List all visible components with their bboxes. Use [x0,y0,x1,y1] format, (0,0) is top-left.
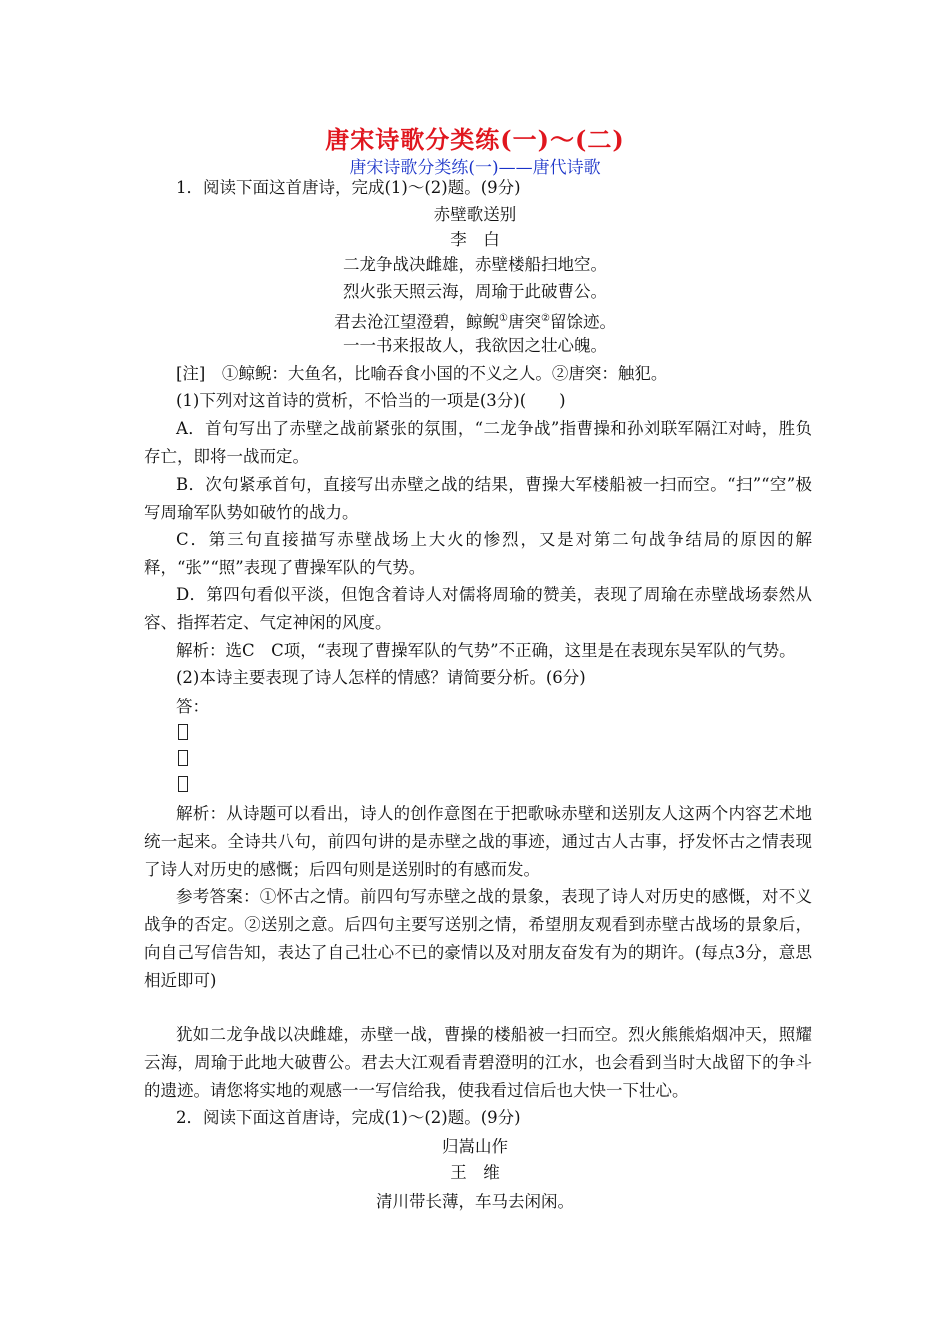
poem-1-line-1: 二龙争战决雌雄，赤壁楼船扫地空。 [343,255,607,274]
analysis-1: 解析：选C C项，“表现了曹操军队的气势”不正确，这里是在表现东吴军队的气势。 [176,641,796,660]
footnote-mark-2: ② [541,313,550,324]
answer-label: 答： [176,697,209,716]
option-a: A．首句写出了赤壁之战前紧张的氛围，“二龙争战”指曹操和孙刘联军隔江对峙，胜负存亡，即将一战而定。 [144,419,812,466]
sub-question-2: (2)本诗主要表现了诗人怎样的情感？请简要分析。(6分) [176,668,586,687]
poem-1-author: 李 白 [450,230,500,249]
poem-1-title: 赤壁歌送别 [433,205,517,224]
question-2-prompt: 2．阅读下面这首唐诗，完成(1)～(2)题。(9分) [176,1108,521,1127]
footnote-mark-1: ① [499,313,508,324]
answer-blank-box [178,750,188,766]
answer-blank-box [178,776,188,792]
poem-1-line-2: 烈火张天照云海，周瑜于此破曹公。 [343,282,607,301]
option-b: B．次句紧承首句，直接写出赤壁之战的结果，曹操大军楼船被一扫而空。“扫”“空”极写周瑜军队势如破竹的战力。 [144,475,812,522]
poem-1-line-3-part-c: 留馀迹。 [549,312,616,332]
poem-1-line-4: 一一书来报故人，我欲因之壮心魄。 [343,336,607,355]
analysis-2: 解析：从诗题可以看出，诗人的创作意图在于把歌咏赤壁和送别友人这两个内容艺术地统一起来。全诗共八句，前四句讲的是赤壁之战的事迹，通过古人古事，抒发怀古之情表现了诗人对历史的感慨；后四句则是送别时的有感而发。 [144,804,812,879]
option-d: D．第四句看似平淡，但饱含着诗人对儒将周瑜的赞美，表现了周瑜在赤壁战场泰然从容、指挥若定、气定神闲的风度。 [144,585,812,632]
question-1-prompt: 1．阅读下面这首唐诗，完成(1)～(2)题。(9分) [176,178,521,197]
poem-1-line-3-part-a: 君去沧江望澄碧，鲸鲵 [334,312,500,332]
sub-question-1: (1)下列对这首诗的赏析，不恰当的一项是(3分)( ) [176,391,566,410]
answer-blank-box [178,724,188,740]
reference-answer: 参考答案：①怀古之情。前四句写赤壁之战的景象，表现了诗人对历史的感慨，对不义战争的否定。②送别之意。后四句主要写送别之情，希望朋友观看到赤壁古战场的景象后，向自己写信告知，表达了自己壮心不已的豪情以及对朋友奋发有为的期许。(每点3分，意思相近即可) [144,887,812,990]
page-subtitle: 唐宋诗歌分类练(一)——唐代诗歌 [349,158,601,178]
poem-2-line-1: 清川带长薄，车马去闲闲。 [376,1192,574,1211]
poem-2-author: 王 维 [450,1163,500,1182]
poem-1-line-3 [0,309,950,333]
poem-1-line-3-part-b: 唐突 [508,312,541,332]
poem-1-note: [注] ①鲸鲵：大鱼名，比喻吞食小国的不义之人。②唐突：触犯。 [176,364,668,383]
poem-translation: 犹如二龙争战以决雌雄，赤壁一战，曹操的楼船被一扫而空。烈火熊熊焰烟冲天，照耀云海，周瑜于此地大破曹公。君去大江观看青碧澄明的江水，也会看到当时大战留下的争斗的遗迹。请您将实地的观感一一写信给我，使我看过信后也大快一下壮心。 [144,1025,812,1100]
option-c: C．第三句直接描写赤壁战场上大火的惨烈，又是对第二句战争结局的原因的解释，“张”“照”表现了曹操军队的气势。 [144,530,812,577]
page-title: 唐宋诗歌分类练(一)～(二) [325,125,625,154]
poem-2-title: 归嵩山作 [442,1137,508,1156]
